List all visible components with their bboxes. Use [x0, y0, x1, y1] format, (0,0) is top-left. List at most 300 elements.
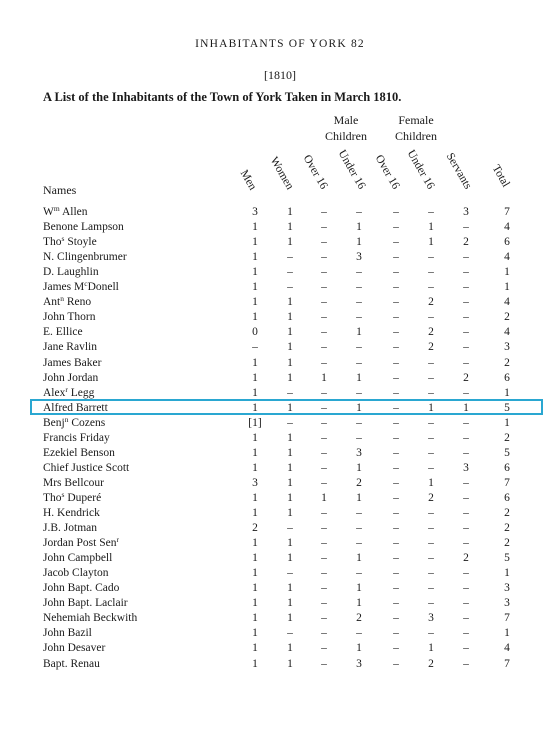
inhabitant-name: [43, 295, 91, 310]
cell-total: 2: [504, 431, 510, 444]
cell-male-under-16: –: [356, 266, 362, 279]
cell-women: 1: [287, 431, 293, 444]
column-header-male-over-16: Over 16: [300, 153, 330, 192]
cell-male-over-16: –: [321, 401, 327, 414]
table-row: [0, 205, 560, 220]
cell-servants: 2: [463, 552, 469, 565]
cell-women: 1: [287, 612, 293, 625]
table-row: [0, 416, 560, 431]
name-text: Tho: [43, 236, 62, 249]
cell-female-over-16: –: [393, 281, 399, 294]
cell-female-over-16: –: [393, 326, 399, 339]
cell-women: 1: [287, 537, 293, 550]
inhabitant-name: [43, 581, 119, 596]
cell-female-over-16: –: [393, 386, 399, 399]
cell-women: 1: [287, 507, 293, 519]
cell-women: 1: [287, 221, 293, 234]
inhabitant-name: [43, 340, 97, 355]
cell-total: 2: [504, 311, 510, 324]
cell-men: 1: [252, 627, 258, 640]
name-text-rest: Duperé: [64, 491, 102, 504]
name-text: Ant: [43, 296, 61, 309]
cell-total: 7: [504, 476, 510, 489]
table-row: [0, 220, 560, 235]
table-row: [0, 371, 560, 386]
inhabitant-name: [43, 356, 101, 371]
cell-men: 1: [252, 311, 258, 324]
cell-female-over-16: –: [393, 507, 399, 519]
cell-men: 1: [252, 431, 258, 444]
cell-female-under-16: –: [428, 281, 434, 294]
cell-female-under-16: –: [428, 446, 434, 459]
cell-women: 1: [287, 657, 293, 670]
cell-female-over-16: –: [393, 582, 399, 595]
cell-male-over-16: –: [321, 356, 327, 369]
cell-female-under-16: –: [428, 461, 434, 474]
cell-female-under-16: –: [428, 552, 434, 565]
cell-men: 2: [252, 522, 258, 535]
cell-female-under-16: –: [428, 266, 434, 279]
cell-male-over-16: –: [321, 657, 327, 670]
table-row: [0, 431, 560, 446]
cell-men: 1: [252, 371, 258, 384]
cell-female-under-16: 1: [428, 401, 434, 414]
cell-men: 1: [252, 236, 258, 249]
cell-male-under-16: 3: [356, 446, 362, 459]
cell-female-under-16: –: [428, 522, 434, 535]
cell-women: 1: [287, 597, 293, 610]
cell-male-under-16: –: [356, 296, 362, 309]
cell-female-under-16: –: [428, 582, 434, 595]
cell-men: 1: [252, 386, 258, 399]
name-text: Bapt. Renau: [43, 657, 100, 670]
cell-male-over-16: –: [321, 476, 327, 489]
cell-male-under-16: 1: [356, 326, 362, 339]
table-row: [0, 581, 560, 596]
inhabitant-name: [43, 371, 98, 386]
cell-servants: 2: [463, 236, 469, 249]
cell-women: 1: [287, 356, 293, 369]
table-row: [0, 280, 560, 295]
cell-servants: –: [463, 386, 469, 399]
table-row: [0, 536, 560, 551]
cell-women: 1: [287, 311, 293, 324]
cell-female-over-16: –: [393, 266, 399, 279]
cell-female-over-16: –: [393, 461, 399, 474]
cell-women: 1: [287, 582, 293, 595]
cell-men: 1: [252, 446, 258, 459]
cell-total: 4: [504, 221, 510, 234]
cell-female-under-16: –: [428, 386, 434, 399]
cell-male-under-16: 1: [356, 552, 362, 565]
cell-men: 1: [252, 491, 258, 504]
cell-female-over-16: –: [393, 296, 399, 309]
inhabitant-name: [43, 611, 137, 626]
cell-women: –: [287, 386, 293, 399]
cell-male-under-16: –: [356, 537, 362, 550]
cell-female-over-16: –: [393, 476, 399, 489]
cell-women: 1: [287, 491, 293, 504]
year-label: [1810]: [264, 68, 296, 82]
cell-total: 1: [504, 386, 510, 399]
cell-female-under-16: –: [428, 311, 434, 324]
cell-male-over-16: –: [321, 431, 327, 444]
cell-female-over-16: –: [393, 401, 399, 414]
cell-female-over-16: –: [393, 416, 399, 429]
inhabitant-name: [43, 310, 96, 325]
cell-male-over-16: –: [321, 266, 327, 279]
table-row: [0, 250, 560, 265]
inhabitant-name: [43, 596, 128, 611]
cell-servants: –: [463, 507, 469, 519]
cell-male-under-16: –: [356, 627, 362, 640]
cell-female-over-16: –: [393, 356, 399, 369]
table-row: [0, 295, 560, 310]
cell-female-under-16: –: [428, 537, 434, 550]
cell-male-under-16: –: [356, 341, 362, 354]
cell-total: 1: [504, 567, 510, 580]
name-text: J.B. Jotman: [43, 522, 97, 535]
name-text-rest: Allen: [59, 206, 88, 218]
cell-total: 4: [504, 296, 510, 309]
cell-female-over-16: –: [393, 491, 399, 504]
cell-total: 2: [504, 356, 510, 369]
cell-servants: –: [463, 431, 469, 444]
column-header-female-over-16: Over 16: [372, 153, 402, 192]
cell-total: 6: [504, 236, 510, 249]
inhabitant-name: [43, 641, 105, 656]
cell-male-under-16: 1: [356, 491, 362, 504]
cell-total: 1: [504, 266, 510, 279]
table-row: [0, 340, 560, 355]
name-superscript: n: [64, 414, 69, 424]
cell-male-over-16: –: [321, 296, 327, 309]
name-text: Benone Lampson: [43, 221, 124, 234]
cell-total: 6: [504, 461, 510, 474]
cell-women: –: [287, 266, 293, 279]
name-text: John Campbell: [43, 552, 113, 565]
cell-men: 1: [252, 612, 258, 625]
cell-total: 5: [504, 446, 510, 459]
name-text: N. Clingenbrumer: [43, 251, 127, 264]
cell-female-over-16: –: [393, 251, 399, 264]
inhabitant-name: [43, 506, 100, 521]
cell-servants: –: [463, 657, 469, 670]
cell-male-over-16: –: [321, 311, 327, 324]
cell-male-over-16: 1: [321, 491, 327, 504]
cell-total: 3: [504, 341, 510, 354]
name-text-rest: Legg: [67, 386, 95, 399]
inhabitant-name: [43, 566, 108, 581]
cell-male-under-16: 1: [356, 371, 362, 384]
cell-men: 1: [252, 537, 258, 550]
table-row: [0, 310, 560, 325]
name-superscript: c: [84, 279, 88, 289]
cell-total: 4: [504, 251, 510, 264]
cell-male-under-16: 3: [356, 657, 362, 670]
cell-female-over-16: –: [393, 597, 399, 610]
inhabitant-name: [43, 431, 110, 446]
name-text: John Jordan: [43, 371, 99, 384]
cell-women: 1: [287, 326, 293, 339]
cell-female-over-16: –: [393, 657, 399, 670]
cell-female-over-16: –: [393, 612, 399, 625]
name-text: H. Kendrick: [43, 507, 100, 519]
cell-servants: –: [463, 311, 469, 324]
cell-male-under-16: 3: [356, 251, 362, 264]
cell-men: 1: [252, 356, 258, 369]
cell-servants: –: [463, 567, 469, 580]
inhabitant-name: [43, 536, 119, 551]
cell-women: –: [287, 251, 293, 264]
cell-female-under-16: –: [428, 371, 434, 384]
column-header-female-under-16: Under 16: [404, 148, 437, 192]
cell-women: –: [287, 281, 293, 294]
cell-servants: –: [463, 642, 469, 655]
cell-male-over-16: –: [321, 416, 327, 429]
inhabitant-name: [43, 250, 127, 265]
cell-male-under-16: –: [356, 416, 362, 429]
cell-total: 4: [504, 642, 510, 655]
name-text: James Baker: [43, 356, 102, 369]
table-row: [0, 476, 560, 491]
cell-women: 1: [287, 371, 293, 384]
cell-male-under-16: 1: [356, 597, 362, 610]
cell-total: 7: [504, 612, 510, 625]
cell-servants: –: [463, 476, 469, 489]
cell-women: 1: [287, 446, 293, 459]
cell-female-over-16: –: [393, 627, 399, 640]
name-text: W: [43, 206, 54, 218]
cell-servants: –: [463, 296, 469, 309]
cell-servants: –: [463, 251, 469, 264]
cell-men: 1: [252, 552, 258, 565]
name-text: D. Laughlin: [43, 266, 99, 279]
cell-total: 3: [504, 582, 510, 595]
name-superscript: s: [61, 489, 65, 499]
table-row: [0, 641, 560, 656]
cell-male-over-16: –: [321, 446, 327, 459]
inhabitant-name: [43, 265, 99, 280]
cell-total: 1: [504, 627, 510, 640]
name-text: John Bazil: [43, 627, 92, 640]
cell-male-under-16: –: [356, 311, 362, 324]
cell-servants: –: [463, 326, 469, 339]
column-header-names: Names: [43, 183, 77, 197]
cell-female-over-16: –: [393, 221, 399, 234]
table-row: [0, 461, 560, 476]
cell-female-over-16: –: [393, 567, 399, 580]
cell-servants: –: [463, 597, 469, 610]
cell-male-over-16: –: [321, 597, 327, 610]
cell-female-under-16: 2: [428, 296, 434, 309]
cell-male-over-16: –: [321, 251, 327, 264]
cell-women: 1: [287, 642, 293, 655]
table-row: [0, 551, 560, 566]
name-text: Alex: [43, 386, 66, 399]
cell-male-under-16: –: [356, 206, 362, 218]
cell-servants: 1: [463, 401, 469, 414]
cell-male-over-16: –: [321, 386, 327, 399]
column-header-servants: Servants: [443, 151, 474, 192]
cell-female-under-16: –: [428, 627, 434, 640]
cell-female-over-16: –: [393, 236, 399, 249]
name-text-rest: Cozens: [68, 416, 106, 429]
female-children-group-label: Female Children: [395, 113, 437, 143]
name-text: Nehemiah Beckwith: [43, 612, 138, 625]
cell-male-under-16: –: [356, 431, 362, 444]
table-row: [0, 506, 560, 521]
cell-women: 1: [287, 206, 293, 218]
cell-men: 1: [252, 296, 258, 309]
inhabitant-name: [43, 476, 104, 491]
cell-women: 1: [287, 461, 293, 474]
name-text: John Bapt. Cado: [43, 582, 120, 595]
cell-total: 6: [504, 491, 510, 504]
column-header-women: Women: [267, 155, 296, 192]
cell-men: 1: [252, 281, 258, 294]
cell-men: [1]: [248, 416, 262, 429]
cell-servants: –: [463, 266, 469, 279]
cell-total: 1: [504, 281, 510, 294]
cell-male-over-16: –: [321, 236, 327, 249]
inhabitant-name: [43, 491, 101, 506]
cell-men: 3: [252, 476, 258, 489]
name-text: E. Ellice: [43, 326, 83, 339]
cell-female-under-16: 2: [428, 657, 434, 670]
cell-men: 1: [252, 221, 258, 234]
cell-female-under-16: 1: [428, 221, 434, 234]
column-header-male-under-16: Under 16: [335, 148, 368, 192]
cell-male-over-16: –: [321, 522, 327, 535]
table-row: [0, 596, 560, 611]
table-row: [0, 325, 560, 340]
cell-female-over-16: –: [393, 642, 399, 655]
cell-total: 5: [504, 552, 510, 565]
cell-female-under-16: –: [428, 356, 434, 369]
cell-male-over-16: –: [321, 461, 327, 474]
inhabitant-name: [43, 235, 97, 250]
cell-total: 5: [504, 401, 510, 414]
table-row: [0, 566, 560, 581]
cell-male-under-16: –: [356, 386, 362, 399]
cell-male-over-16: –: [321, 341, 327, 354]
table-row: [0, 356, 560, 371]
cell-total: 7: [504, 206, 510, 218]
cell-male-over-16: –: [321, 612, 327, 625]
inhabitant-name: [43, 280, 119, 295]
name-text-rest: Reno: [64, 296, 92, 309]
cell-women: 1: [287, 236, 293, 249]
cell-male-under-16: 1: [356, 221, 362, 234]
name-text: Francis Friday: [43, 431, 110, 444]
cell-total: 2: [504, 522, 510, 535]
name-text: Jacob Clayton: [43, 567, 109, 580]
cell-female-over-16: –: [393, 522, 399, 535]
cell-female-over-16: –: [393, 341, 399, 354]
cell-total: 6: [504, 371, 510, 384]
cell-female-under-16: 2: [428, 341, 434, 354]
cell-female-over-16: –: [393, 371, 399, 384]
page-title: A List of the Inhabitants of the Town of York Taken in March 1810.: [43, 90, 402, 104]
column-header-men: Men: [237, 168, 259, 193]
cell-male-under-16: –: [356, 281, 362, 294]
cell-female-under-16: –: [428, 567, 434, 580]
cell-servants: 3: [463, 206, 469, 218]
cell-women: –: [287, 627, 293, 640]
cell-male-over-16: –: [321, 221, 327, 234]
cell-male-over-16: –: [321, 627, 327, 640]
column-header-total: Total: [489, 163, 512, 190]
name-text: Ezekiel Benson: [43, 446, 115, 459]
name-superscript: s: [61, 234, 65, 244]
cell-male-under-16: 2: [356, 476, 362, 489]
cell-male-under-16: –: [356, 567, 362, 580]
cell-servants: 2: [463, 371, 469, 384]
cell-total: 3: [504, 597, 510, 610]
cell-male-over-16: –: [321, 507, 327, 519]
cell-men: 1: [252, 642, 258, 655]
cell-men: 1: [252, 461, 258, 474]
inhabitant-name: [43, 220, 124, 235]
inhabitant-name: [43, 626, 92, 641]
cell-men: 1: [252, 251, 258, 264]
name-text: Alfred Barrett: [43, 401, 108, 414]
name-superscript: r: [116, 535, 119, 545]
table-row: [0, 521, 560, 536]
table-row: [0, 657, 560, 672]
cell-total: 1: [504, 416, 510, 429]
cell-male-over-16: 1: [321, 371, 327, 384]
cell-male-over-16: –: [321, 537, 327, 550]
cell-male-under-16: –: [356, 356, 362, 369]
name-text: Mrs Bellcour: [43, 476, 105, 489]
cell-men: 1: [252, 597, 258, 610]
name-text: Jordan Post Sen: [43, 537, 117, 550]
cell-women: 1: [287, 552, 293, 565]
inhabitant-name: [43, 325, 83, 340]
name-text: John Thorn: [43, 311, 96, 324]
table-row: [0, 626, 560, 641]
cell-female-over-16: –: [393, 552, 399, 565]
cell-male-over-16: –: [321, 206, 327, 218]
cell-female-under-16: 2: [428, 326, 434, 339]
cell-men: –: [252, 341, 258, 354]
cell-men: 1: [252, 507, 258, 519]
inhabitant-name: [43, 657, 100, 672]
name-text: Tho: [43, 491, 62, 504]
name-text: Jane Ravlin: [43, 341, 97, 354]
cell-male-under-16: 1: [356, 642, 362, 655]
cell-women: 1: [287, 341, 293, 354]
cell-male-over-16: –: [321, 567, 327, 580]
cell-female-under-16: –: [428, 507, 434, 519]
cell-men: 1: [252, 657, 258, 670]
cell-female-over-16: –: [393, 537, 399, 550]
name-text-rest: Stoyle: [64, 236, 97, 249]
cell-male-over-16: –: [321, 326, 327, 339]
cell-women: –: [287, 522, 293, 535]
cell-female-over-16: –: [393, 446, 399, 459]
cell-male-under-16: 1: [356, 582, 362, 595]
table-row: [0, 491, 560, 506]
cell-servants: –: [463, 612, 469, 625]
table-row: [0, 611, 560, 626]
inhabitant-name: [43, 521, 97, 536]
cell-female-under-16: –: [428, 597, 434, 610]
cell-female-under-16: 3: [428, 612, 434, 625]
cell-male-under-16: –: [356, 507, 362, 519]
